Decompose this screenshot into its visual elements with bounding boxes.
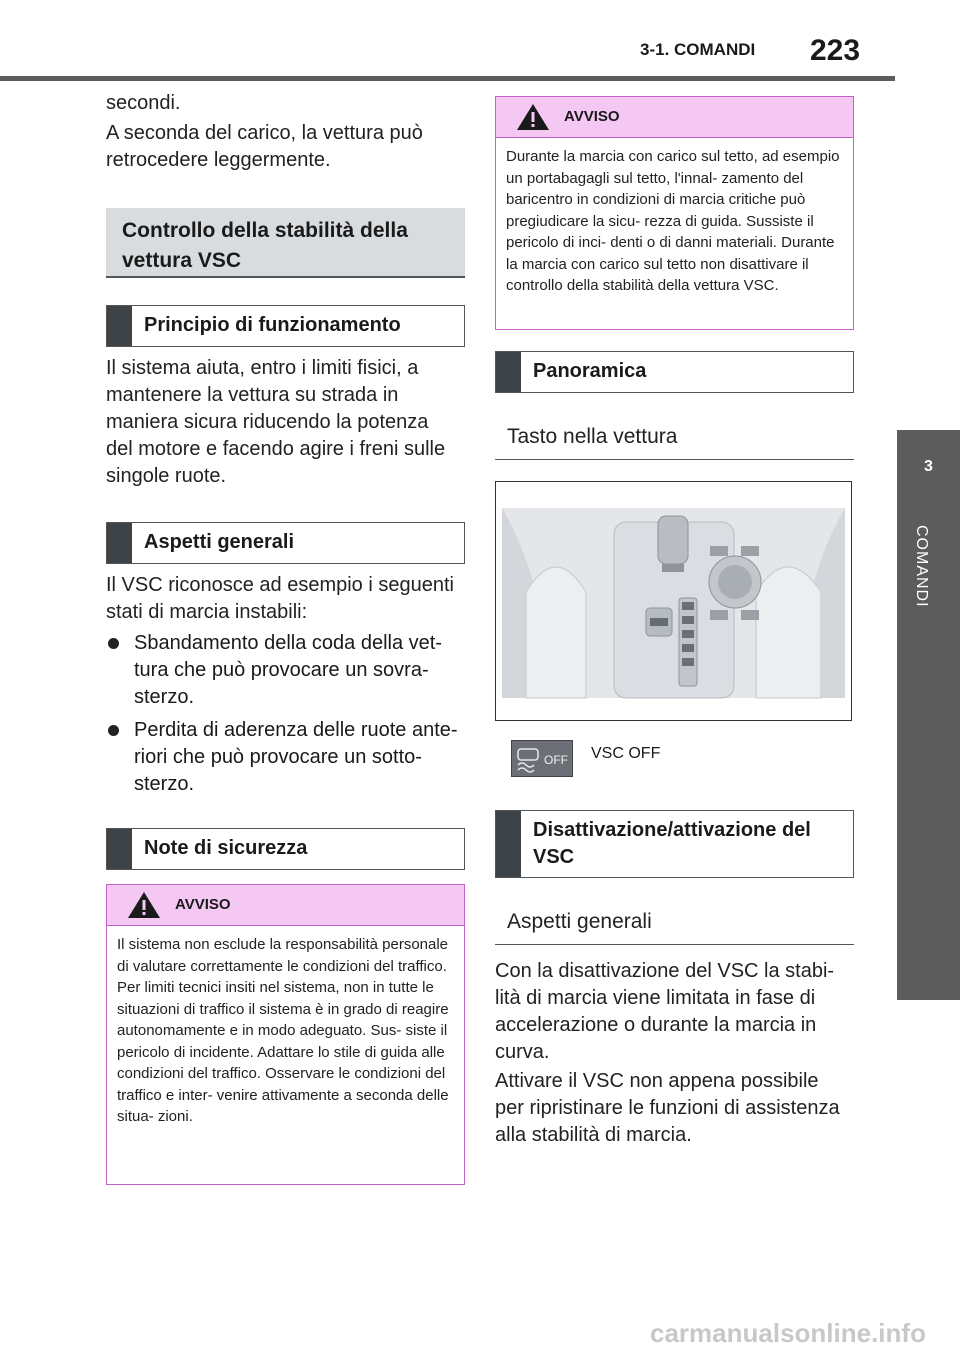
bullet-list	[106, 630, 458, 804]
subhead-tasto: Tasto nella vettura	[495, 425, 854, 460]
warning-text: Il sistema non esclude la responsabilità personale di valutare correttamente le condizioni del traffico. Per limiti tecnici insiti nel sistema, non in tutte le situazioni di traffico il sistema è in grado di reagire autonomamente e in modo adeguato. Sus- siste il pericolo di incidente. Adattare lo stile di guida alle condizioni del traffico. Osservare le condizioni del traffico e inter- venire attivamente a seconda delle situa- zioni.	[117, 936, 449, 1125]
page-number: 223	[810, 34, 861, 67]
heading-bar	[107, 829, 132, 869]
console-illustration	[496, 482, 851, 720]
warning-triangle-icon	[127, 891, 161, 919]
console-photo	[495, 481, 852, 721]
heading-principio	[106, 305, 465, 347]
warning-box	[495, 96, 854, 330]
heading-panoramica	[495, 351, 854, 393]
heading-bar	[496, 352, 521, 392]
heading-note-label: Note di sicurezza	[144, 837, 308, 859]
intro-text-2: A seconda del carico, la vettura può retrocedere leggermente.	[106, 122, 423, 171]
intro-text-1: secondi.	[106, 92, 181, 114]
heading-disattivazione-label: Disattivazione/attivazione del VSC	[533, 819, 811, 868]
warning-title: AVVISO	[564, 108, 620, 125]
section-title: 3-1. COMANDI	[640, 40, 756, 59]
heading-panoramica-label: Panoramica	[533, 360, 647, 382]
principio-text: Il sistema aiuta, entro i limiti fisici, a mantenere la vettura su strada in maniera sicura riducendo la potenza del motore e facendo agire i freni sulle singole ruote.	[106, 357, 446, 487]
heading-bar	[107, 523, 132, 563]
vsc-off-button-icon	[511, 740, 573, 777]
warning-triangle-icon	[516, 103, 550, 131]
chapter-label: COMANDI	[913, 525, 930, 608]
vsc-icon-text: OFF	[544, 753, 568, 767]
warning-header	[107, 885, 464, 926]
chapter-tab	[897, 430, 960, 1000]
heading-aspetti-label: Aspetti generali	[144, 531, 295, 553]
chapter-number: 3	[924, 458, 933, 475]
heading-vsc: Controllo della stabilità della vettura VSC	[106, 208, 465, 278]
disatt-text-1: Con la disattivazione del VSC la stabi- lità di marcia viene limitata in fase di accelerazione o durante la marcia in curva.	[495, 960, 835, 1063]
heading-aspetti	[106, 522, 465, 564]
header-rule	[0, 76, 895, 81]
heading-bar	[107, 306, 132, 346]
heading-bar	[496, 811, 521, 877]
aspetti-text: Il VSC riconosce ad esempio i seguenti stati di marcia instabili:	[106, 574, 454, 623]
heading-note	[106, 828, 465, 870]
list-item: Sbandamento della coda della vet- tura che può provocare un sovra- sterzo.	[106, 630, 458, 711]
warning-text: Durante la marcia con carico sul tetto, ad esempio un portabagagli sul tetto, l'innal- zamento del baricentro in condizioni di marcia critiche può pregiudicare la sicu- rezza di guida. Sussiste il pericolo di inci- denti o di danni materiali. Durante la marcia con carico sul tetto non disattivare il controllo della stabilità della vettura VSC.	[506, 148, 840, 294]
subhead-aspetti-generali: Aspetti generali	[495, 910, 854, 945]
warning-header	[496, 97, 853, 138]
heading-principio-label: Principio di funzionamento	[144, 314, 401, 336]
vsc-off-label: VSC OFF	[591, 745, 661, 762]
footer-watermark: carmanualsonline.info	[650, 1318, 926, 1348]
disatt-text-2: Attivare il VSC non appena possibile per ripristinare le funzioni di assistenza alla stabilità di marcia.	[495, 1070, 840, 1146]
warning-title: AVVISO	[175, 896, 231, 913]
warning-box	[106, 884, 465, 1185]
heading-disattivazione	[495, 810, 854, 878]
list-item: Perdita di aderenza delle ruote ante- riori che può provocare un sotto- sterzo.	[106, 717, 458, 798]
